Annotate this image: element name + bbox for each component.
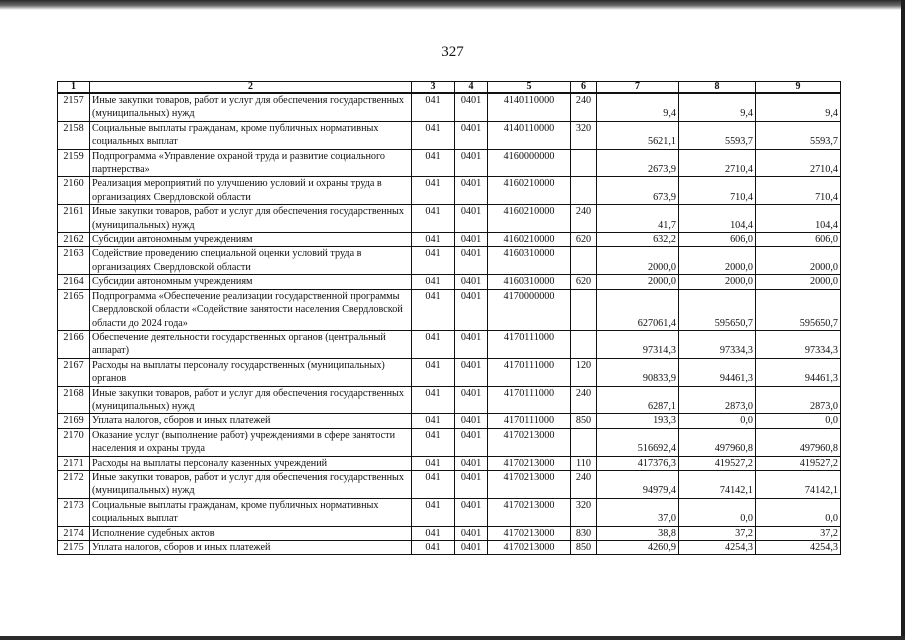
target-article-code: 4170213000 (488, 456, 571, 470)
expense-type-code (571, 330, 597, 358)
row-number: 2167 (58, 358, 90, 386)
ministry-code: 041 (412, 93, 455, 121)
expense-type-code: 850 (571, 414, 597, 428)
expense-type-code: 240 (571, 386, 597, 414)
expense-name: Подпрограмма «Управление охраной труда и развитие социального партнерства» (90, 149, 412, 177)
ministry-code: 041 (412, 149, 455, 177)
expense-name: Расходы на выплаты персоналу казенных учреждений (90, 456, 412, 470)
target-article-code: 4160310000 (488, 247, 571, 275)
expense-type-code: 120 (571, 358, 597, 386)
amount-col8: 497960,8 (679, 428, 756, 456)
expense-name: Подпрограмма «Обеспечение реализации государственной программы Свердловской области «Содействие занятости населения Свердловской области до 2024 года» (90, 289, 412, 330)
section-code: 0401 (455, 414, 488, 428)
row-number: 2170 (58, 428, 90, 456)
expense-type-code: 620 (571, 233, 597, 247)
table-row (58, 470, 841, 498)
amount-col7: 2000,0 (597, 247, 679, 275)
table-row (58, 121, 841, 149)
target-article-code: 4170213000 (488, 541, 571, 555)
ministry-code: 041 (412, 414, 455, 428)
amount-col7: 9,4 (597, 93, 679, 121)
page-number: 327 (441, 44, 464, 60)
ministry-code: 041 (412, 289, 455, 330)
amount-col9: 104,4 (756, 205, 841, 233)
amount-col9: 2000,0 (756, 247, 841, 275)
expense-name: Субсидии автономным учреждениям (90, 233, 412, 247)
column-header: 5 (488, 82, 571, 94)
section-code: 0401 (455, 358, 488, 386)
target-article-code: 4170111000 (488, 358, 571, 386)
amount-col7: 2673,9 (597, 149, 679, 177)
target-article-code: 4170213000 (488, 470, 571, 498)
ministry-code: 041 (412, 121, 455, 149)
ministry-code: 041 (412, 275, 455, 289)
ministry-code: 041 (412, 205, 455, 233)
table-header-row (58, 82, 841, 94)
amount-col7: 673,9 (597, 177, 679, 205)
table-row (58, 541, 841, 555)
expense-type-code (571, 289, 597, 330)
row-number: 2158 (58, 121, 90, 149)
target-article-code: 4160000000 (488, 149, 571, 177)
row-number: 2171 (58, 456, 90, 470)
section-code: 0401 (455, 275, 488, 289)
expense-type-code: 830 (571, 526, 597, 540)
expense-name: Реализация мероприятий по улучшению условий и охраны труда в организациях Свердловской области (90, 177, 412, 205)
table-row (58, 428, 841, 456)
target-article-code: 4170213000 (488, 428, 571, 456)
amount-col9: 606,0 (756, 233, 841, 247)
ministry-code: 041 (412, 330, 455, 358)
amount-col8: 37,2 (679, 526, 756, 540)
expense-name: Иные закупки товаров, работ и услуг для обеспечения государственных (муниципальных) нужд (90, 386, 412, 414)
table-row (58, 177, 841, 205)
amount-col9: 2000,0 (756, 275, 841, 289)
ministry-code: 041 (412, 386, 455, 414)
amount-col7: 38,8 (597, 526, 679, 540)
expense-type-code (571, 149, 597, 177)
amount-col8: 595650,7 (679, 289, 756, 330)
expense-type-code: 320 (571, 121, 597, 149)
ministry-code: 041 (412, 456, 455, 470)
amount-col9: 710,4 (756, 177, 841, 205)
amount-col7: 193,3 (597, 414, 679, 428)
amount-col8: 104,4 (679, 205, 756, 233)
expense-type-code: 240 (571, 93, 597, 121)
column-header: 8 (679, 82, 756, 94)
amount-col8: 0,0 (679, 498, 756, 526)
amount-col7: 41,7 (597, 205, 679, 233)
expense-type-code: 320 (571, 498, 597, 526)
target-article-code: 4140110000 (488, 93, 571, 121)
target-article-code: 4170213000 (488, 526, 571, 540)
expense-name: Расходы на выплаты персоналу государственных (муниципальных) органов (90, 358, 412, 386)
ministry-code: 041 (412, 358, 455, 386)
table-row (58, 526, 841, 540)
amount-col7: 90833,9 (597, 358, 679, 386)
table-row (58, 205, 841, 233)
row-number: 2164 (58, 275, 90, 289)
column-header: 2 (90, 82, 412, 94)
ministry-code: 041 (412, 247, 455, 275)
ministry-code: 041 (412, 470, 455, 498)
amount-col7: 632,2 (597, 233, 679, 247)
amount-col9: 2710,4 (756, 149, 841, 177)
amount-col8: 606,0 (679, 233, 756, 247)
amount-col9: 97334,3 (756, 330, 841, 358)
target-article-code: 4170000000 (488, 289, 571, 330)
amount-col7: 5621,1 (597, 121, 679, 149)
section-code: 0401 (455, 386, 488, 414)
column-header: 3 (412, 82, 455, 94)
row-number: 2163 (58, 247, 90, 275)
scan-border-bottom (0, 636, 905, 640)
row-number: 2161 (58, 205, 90, 233)
column-header: 6 (571, 82, 597, 94)
amount-col8: 2710,4 (679, 149, 756, 177)
table-row (58, 386, 841, 414)
amount-col9: 2873,0 (756, 386, 841, 414)
amount-col8: 74142,1 (679, 470, 756, 498)
table-row (58, 330, 841, 358)
expense-name: Содействие проведению специальной оценки условий труда в организациях Свердловской области (90, 247, 412, 275)
amount-col8: 94461,3 (679, 358, 756, 386)
table-row (58, 275, 841, 289)
row-number: 2162 (58, 233, 90, 247)
expense-type-code: 620 (571, 275, 597, 289)
amount-col7: 37,0 (597, 498, 679, 526)
scan-border-top (0, 0, 905, 10)
scan-border-right (901, 0, 905, 640)
expense-type-code (571, 247, 597, 275)
target-article-code: 4170213000 (488, 498, 571, 526)
amount-col9: 419527,2 (756, 456, 841, 470)
target-article-code: 4170111000 (488, 330, 571, 358)
target-article-code: 4170111000 (488, 414, 571, 428)
amount-col8: 2000,0 (679, 247, 756, 275)
table-row (58, 498, 841, 526)
target-article-code: 4160210000 (488, 233, 571, 247)
amount-col7: 6287,1 (597, 386, 679, 414)
section-code: 0401 (455, 205, 488, 233)
expense-type-code: 850 (571, 541, 597, 555)
target-article-code: 4160210000 (488, 205, 571, 233)
table-row (58, 414, 841, 428)
ministry-code: 041 (412, 177, 455, 205)
expense-name: Исполнение судебных актов (90, 526, 412, 540)
amount-col9: 9,4 (756, 93, 841, 121)
row-number: 2172 (58, 470, 90, 498)
section-code: 0401 (455, 289, 488, 330)
row-number: 2174 (58, 526, 90, 540)
target-article-code: 4140110000 (488, 121, 571, 149)
expense-type-code: 240 (571, 205, 597, 233)
amount-col8: 710,4 (679, 177, 756, 205)
amount-col9: 595650,7 (756, 289, 841, 330)
row-number: 2173 (58, 498, 90, 526)
amount-col9: 4254,3 (756, 541, 841, 555)
row-number: 2165 (58, 289, 90, 330)
table-row (58, 456, 841, 470)
amount-col8: 2873,0 (679, 386, 756, 414)
row-number: 2169 (58, 414, 90, 428)
section-code: 0401 (455, 177, 488, 205)
target-article-code: 4170111000 (488, 386, 571, 414)
expense-name: Обеспечение деятельности государственных органов (центральный аппарат) (90, 330, 412, 358)
table-row (58, 233, 841, 247)
expense-name: Иные закупки товаров, работ и услуг для обеспечения государственных (муниципальных) нужд (90, 205, 412, 233)
section-code: 0401 (455, 498, 488, 526)
amount-col9: 74142,1 (756, 470, 841, 498)
budget-table (57, 81, 841, 555)
expense-name: Иные закупки товаров, работ и услуг для обеспечения государственных (муниципальных) нужд (90, 93, 412, 121)
amount-col7: 2000,0 (597, 275, 679, 289)
ministry-code: 041 (412, 526, 455, 540)
section-code: 0401 (455, 93, 488, 121)
amount-col8: 4254,3 (679, 541, 756, 555)
row-number: 2160 (58, 177, 90, 205)
row-number: 2175 (58, 541, 90, 555)
amount-col7: 94979,4 (597, 470, 679, 498)
section-code: 0401 (455, 149, 488, 177)
expense-name: Социальные выплаты гражданам, кроме публичных нормативных социальных выплат (90, 498, 412, 526)
table-row (58, 358, 841, 386)
expense-type-code (571, 177, 597, 205)
column-header: 7 (597, 82, 679, 94)
row-number: 2159 (58, 149, 90, 177)
table-row (58, 149, 841, 177)
amount-col8: 9,4 (679, 93, 756, 121)
target-article-code: 4160310000 (488, 275, 571, 289)
amount-col7: 417376,3 (597, 456, 679, 470)
expense-name: Уплата налогов, сборов и иных платежей (90, 414, 412, 428)
section-code: 0401 (455, 456, 488, 470)
expense-name: Уплата налогов, сборов и иных платежей (90, 541, 412, 555)
expense-type-code: 240 (571, 470, 597, 498)
amount-col7: 97314,3 (597, 330, 679, 358)
row-number: 2166 (58, 330, 90, 358)
expense-type-code: 110 (571, 456, 597, 470)
amount-col8: 5593,7 (679, 121, 756, 149)
target-article-code: 4160210000 (488, 177, 571, 205)
row-number: 2168 (58, 386, 90, 414)
section-code: 0401 (455, 330, 488, 358)
amount-col8: 0,0 (679, 414, 756, 428)
column-header: 1 (58, 82, 90, 94)
expense-name: Социальные выплаты гражданам, кроме публичных нормативных социальных выплат (90, 121, 412, 149)
ministry-code: 041 (412, 233, 455, 247)
amount-col9: 5593,7 (756, 121, 841, 149)
amount-col8: 2000,0 (679, 275, 756, 289)
section-code: 0401 (455, 470, 488, 498)
section-code: 0401 (455, 121, 488, 149)
ministry-code: 041 (412, 498, 455, 526)
amount-col7: 516692,4 (597, 428, 679, 456)
section-code: 0401 (455, 233, 488, 247)
table-row (58, 93, 841, 121)
amount-col9: 94461,3 (756, 358, 841, 386)
amount-col9: 0,0 (756, 414, 841, 428)
section-code: 0401 (455, 428, 488, 456)
amount-col9: 497960,8 (756, 428, 841, 456)
expense-type-code (571, 428, 597, 456)
ministry-code: 041 (412, 541, 455, 555)
section-code: 0401 (455, 247, 488, 275)
column-header: 9 (756, 82, 841, 94)
expense-name: Иные закупки товаров, работ и услуг для обеспечения государственных (муниципальных) нужд (90, 470, 412, 498)
ministry-code: 041 (412, 428, 455, 456)
column-header: 4 (455, 82, 488, 94)
expense-name: Оказание услуг (выполнение работ) учреждениями в сфере занятости населения и охраны труда (90, 428, 412, 456)
amount-col9: 37,2 (756, 526, 841, 540)
row-number: 2157 (58, 93, 90, 121)
expense-name: Субсидии автономным учреждениям (90, 275, 412, 289)
amount-col9: 0,0 (756, 498, 841, 526)
amount-col8: 97334,3 (679, 330, 756, 358)
amount-col7: 627061,4 (597, 289, 679, 330)
section-code: 0401 (455, 526, 488, 540)
section-code: 0401 (455, 541, 488, 555)
amount-col7: 4260,9 (597, 541, 679, 555)
amount-col8: 419527,2 (679, 456, 756, 470)
table-row (58, 247, 841, 275)
table-row (58, 289, 841, 330)
